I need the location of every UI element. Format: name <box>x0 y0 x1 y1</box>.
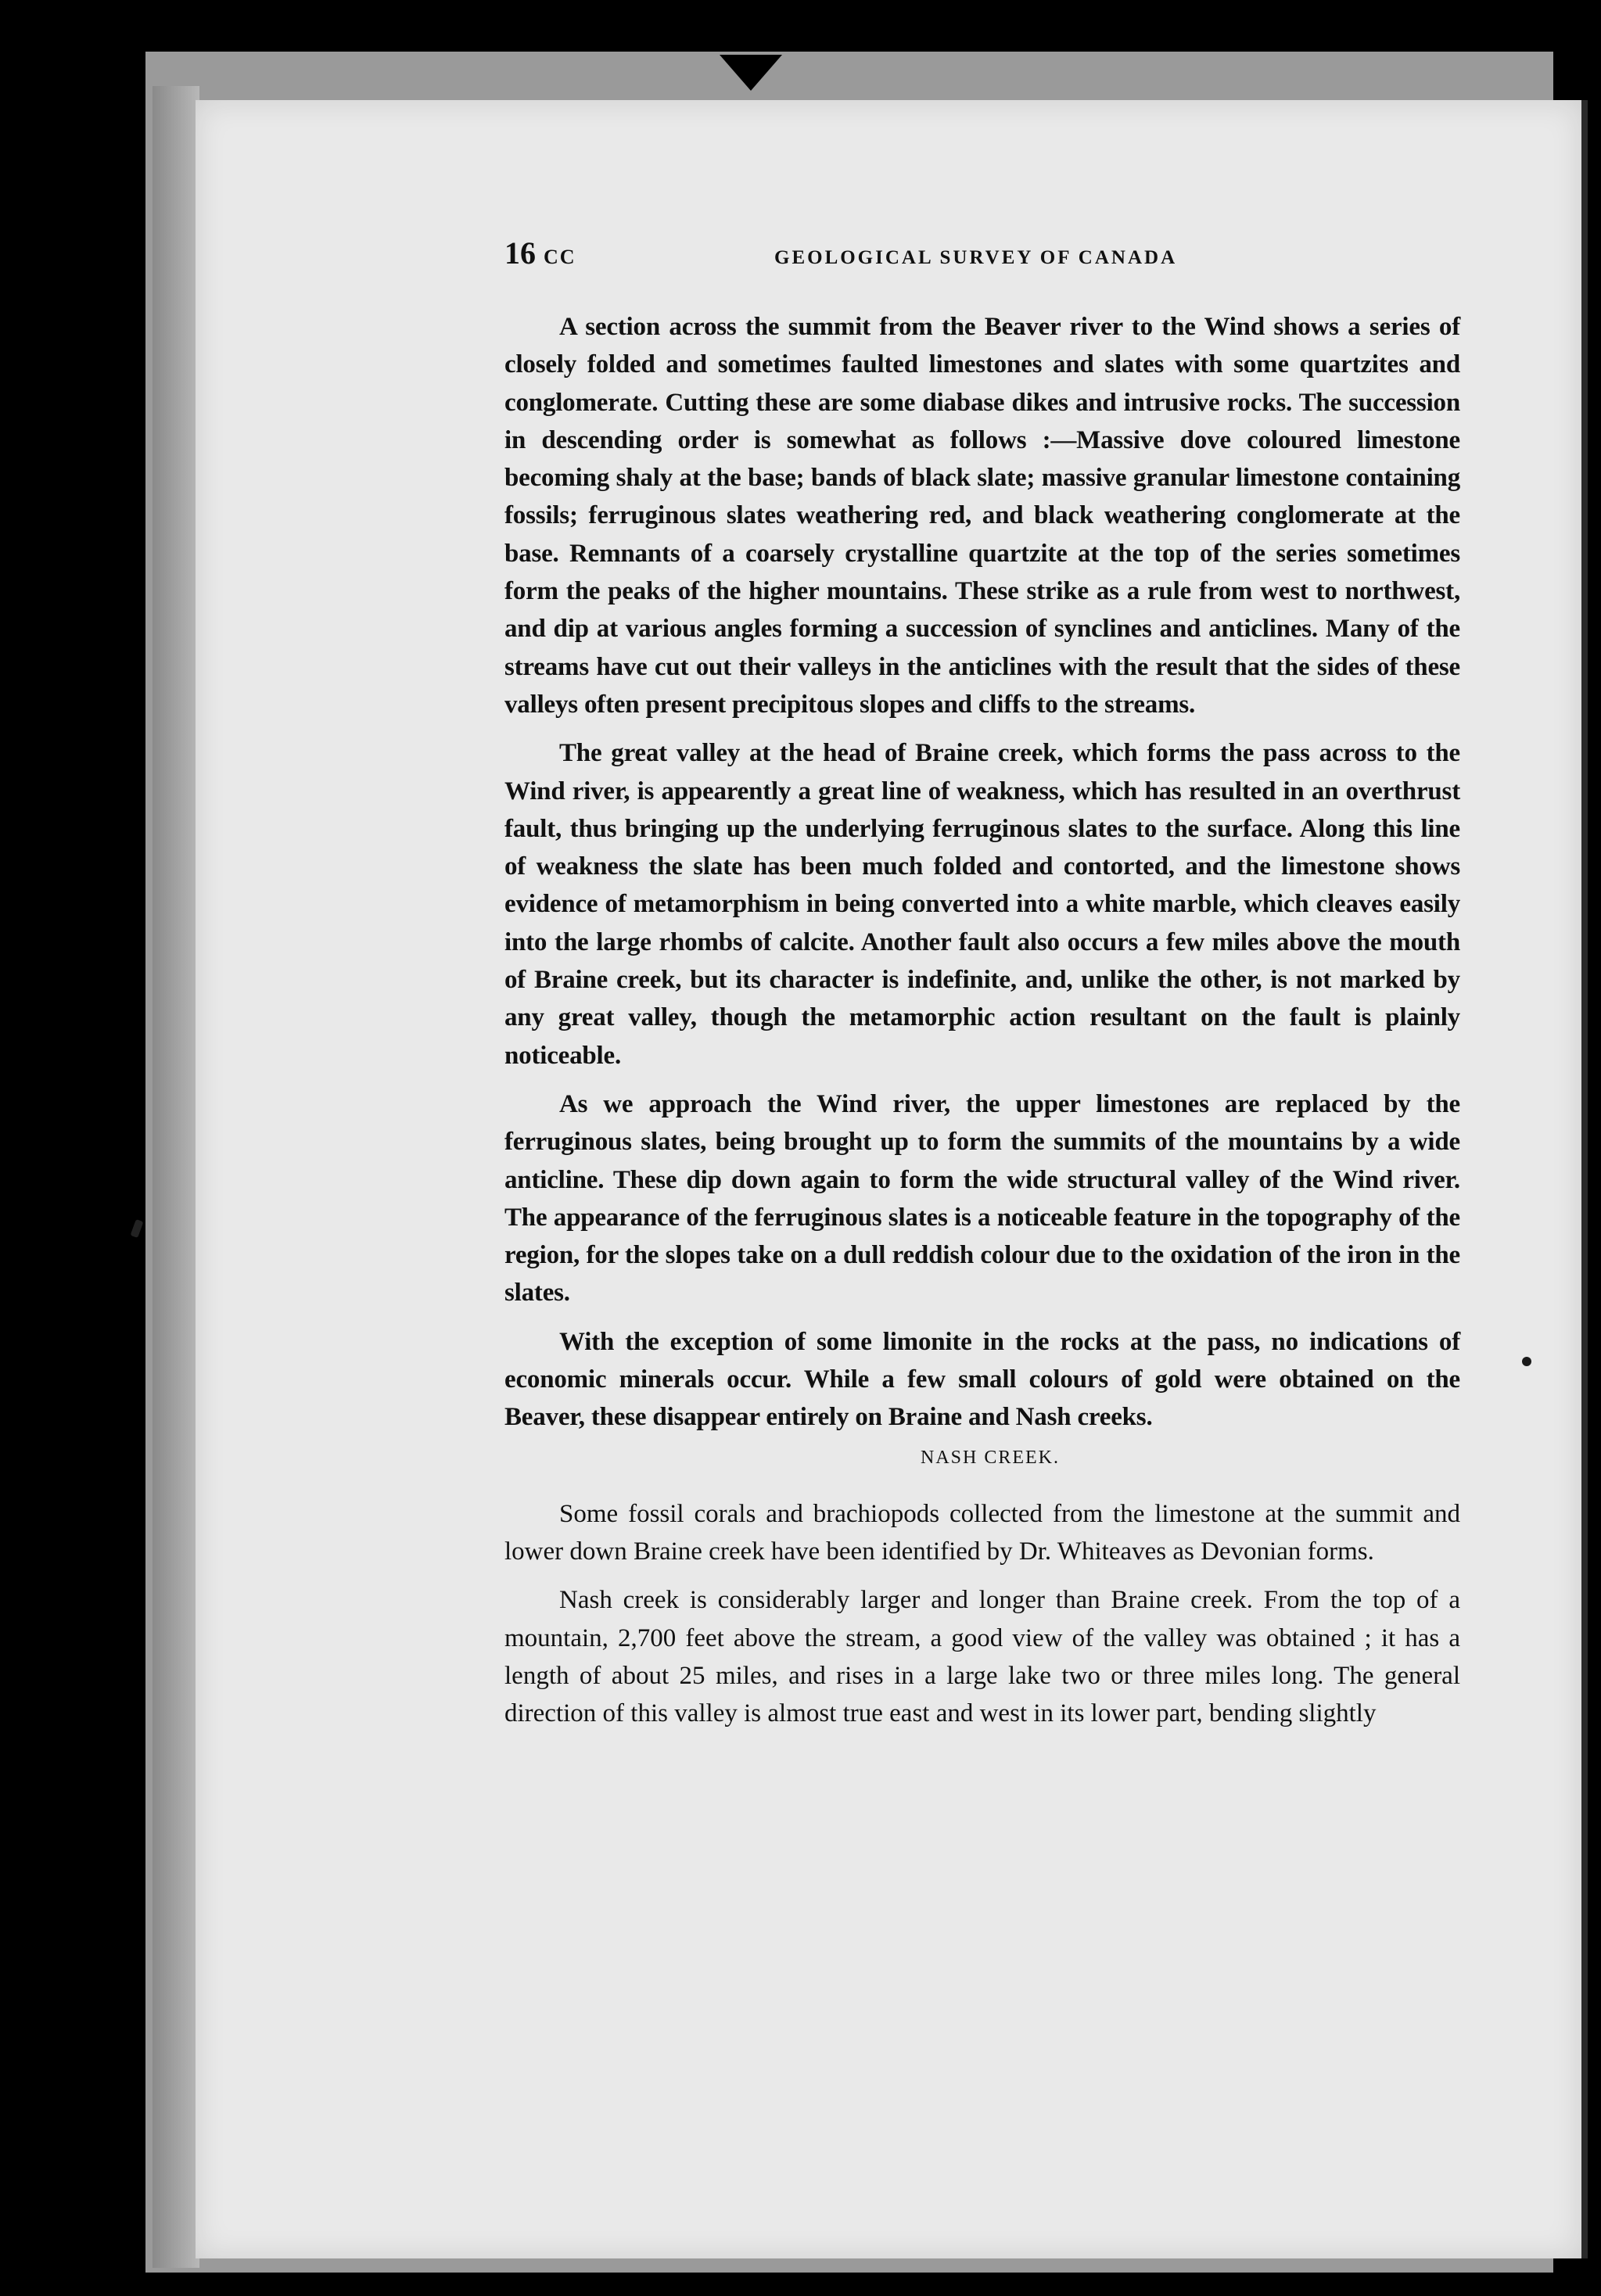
page-content <box>504 235 1460 1743</box>
paragraph: A section across the summit from the Beaver river to the Wind shows a series of closely folded and sometimes faulted limestones and slates with some quartzites and conglomerate. Cutting these are some diabase dikes and intrusive rocks. The succession in descending order is somewhat as follows :—Massive dove coloured limestone becoming shaly at the base; bands of black slate; massive granular limestone containing fossils; ferruginous slates weathering red, and black weathering conglomerate at the base. Remnants of a coarsely crystalline quartzite at the top of the series sometimes form the peaks of the higher mountains. These strike as a rule from west to northwest, and dip at various angles forming a succession of synclines and anticlines. Many of the streams have cut out their valleys in the anticlines with the result that the sides of these valleys often present precipitous slopes and cliffs to the streams. <box>504 313 1460 719</box>
running-header <box>504 235 1460 274</box>
page-number <box>504 235 618 271</box>
paragraph: With the exception of some limonite in the rocks at the pass, no indications of economic minerals occur. While a few small colours of gold were obtained on the Beaver, these disappear entirely on Braine and Nash creeks. <box>504 1327 1460 1432</box>
section-heading: NASH CREEK. <box>920 1447 1060 1468</box>
paragraph: As we approach the Wind river, the upper limestones are replaced by the ferruginous slates, being brought up to form the summits of the mountains by a wide anticline. These dip down again to form the wide structural valley of the Wind river. The appearance of the ferruginous slates is a noticeable feature in the topography of the region, for the slopes take on a dull reddish colour due to the oxidation of the iron in the slates. <box>504 1089 1460 1308</box>
page-edge-shadow <box>1581 100 1588 2258</box>
paragraph: The great valley at the head of Braine creek, which forms the pass across to the Wind river, is appearently a great line of weakness, which has resulted in an overthrust fault, thus bringing up the underlying ferruginous slates to the surface. Along this line of weakness the slate has been much folded and contorted, and the limestone shows evidence of metamorphism in being converted into a white marble, which cleaves easily into the large rhombs of calcite. Another fault also occurs a few miles above the mouth of Braine creek, but its character is indefinite, and, unlike the other, is not marked by any great valley, though the metamorphic action resultant on the fault is plainly noticeable. <box>504 739 1460 1070</box>
paragraph: Some fossil corals and brachiopods collected from the limestone at the summit and lower down Braine creek have been identified by Dr. Whiteaves as Devonian forms. <box>504 1499 1460 1566</box>
paragraph: Nash creek is considerably larger and longer than Braine creek. From the top of a mountain, 2,700 feet above the stream, a good view of the valley was obtained ; it has a length of about 25 miles, and rises in a large lake two or three miles long. The general direction of this valley is almost true east and west in its lower part, bending slightly <box>504 1586 1460 1728</box>
running-title: GEOLOGICAL SURVEY OF CANADA <box>774 247 1178 268</box>
clip-notch <box>720 55 782 91</box>
page-number-suffix: CC <box>544 246 576 268</box>
ink-dot <box>1522 1357 1531 1366</box>
page-number-value: 16 <box>504 235 536 271</box>
margin-mark <box>131 1219 144 1238</box>
back-sheet-edge <box>153 86 199 2268</box>
